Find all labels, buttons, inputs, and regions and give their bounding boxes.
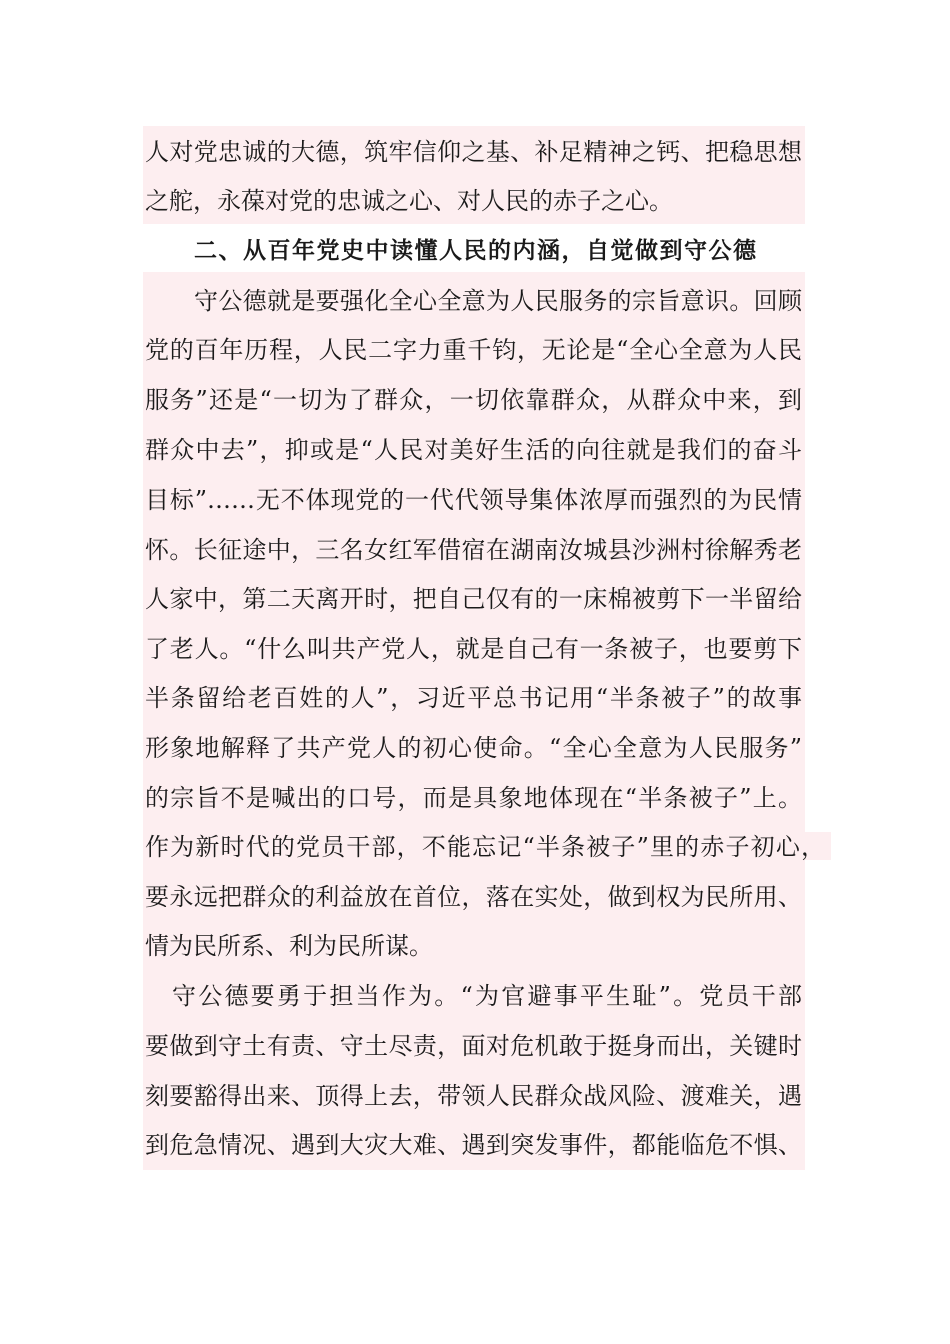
text-line bbox=[0, 630, 950, 668]
line-text: 情为民所系、利为民所谋。 bbox=[145, 932, 433, 960]
line-text: 守公德要勇于担当作为。“为官避事平生耻”。党员干部 bbox=[172, 982, 802, 1010]
text-line bbox=[0, 580, 950, 618]
line-text: 之舵，永葆对党的忠诚之心、对人民的赤子之心。 bbox=[145, 187, 673, 215]
text-line bbox=[0, 779, 950, 817]
text-line bbox=[0, 828, 950, 866]
text-line bbox=[0, 133, 950, 171]
line-text: 形象地解释了共产党人的初心使命。“全心全意为人民服务” bbox=[145, 734, 802, 762]
line-text: 目标”……无不体现党的一代代领导集体浓厚而强烈的为民情 bbox=[145, 486, 802, 514]
heading-text: 二、从百年党史中读懂人民的内涵，自觉做到守公德 bbox=[194, 238, 756, 264]
text-line bbox=[0, 331, 950, 369]
text-line bbox=[0, 729, 950, 767]
line-text: 人对党忠诚的大德，筑牢信仰之基、补足精神之钙、把稳思想 bbox=[145, 138, 802, 166]
line-text: 半条留给老百姓的人”，习近平总书记用“半条被子”的故事 bbox=[145, 684, 802, 712]
line-text: 刻要豁得出来、顶得上去，带领人民群众战风险、渡难关，遇 bbox=[145, 1082, 802, 1110]
line-text: 服务”还是“一切为了群众，一切依靠群众，从群众中来，到 bbox=[145, 386, 802, 414]
text-line bbox=[0, 431, 950, 469]
text-line bbox=[0, 878, 950, 916]
text-line bbox=[0, 182, 950, 220]
text-line bbox=[0, 381, 950, 419]
text-line bbox=[0, 481, 950, 519]
line-text: 党的百年历程，人民二字力重千钧，无论是“全心全意为人民 bbox=[145, 336, 802, 364]
line-text: 作为新时代的党员干部，不能忘记“半条被子”里的赤子初心， bbox=[145, 833, 825, 861]
line-text: 要做到守土有责、守土尽责，面对危机敢于挺身而出，关键时 bbox=[145, 1032, 802, 1060]
line-text: 群众中去”，抑或是“人民对美好生活的向往就是我们的奋斗 bbox=[145, 436, 802, 464]
text-line bbox=[0, 1027, 950, 1065]
line-text: 到危急情况、遇到大灾大难、遇到突发事件，都能临危不惧、 bbox=[145, 1131, 802, 1159]
text-line bbox=[0, 977, 950, 1015]
line-text: 了老人。“什么叫共产党人，就是自己有一条被子，也要剪下 bbox=[145, 635, 802, 663]
text-line bbox=[0, 282, 950, 320]
text-line bbox=[0, 1077, 950, 1115]
text-line bbox=[0, 679, 950, 717]
section-heading bbox=[0, 232, 950, 270]
text-line bbox=[0, 927, 950, 965]
line-text: 怀。长征途中，三名女红军借宿在湖南汝城县沙洲村徐解秀老 bbox=[145, 536, 802, 564]
line-text: 人家中，第二天离开时，把自己仅有的一床棉被剪下一半留给 bbox=[145, 585, 802, 613]
line-text: 守公德就是要强化全心全意为人民服务的宗旨意识。回顾 bbox=[194, 287, 802, 315]
text-line bbox=[0, 1126, 950, 1164]
line-text: 的宗旨不是喊出的口号，而是具象地体现在“半条被子”上。 bbox=[145, 784, 802, 812]
line-text: 要永远把群众的利益放在首位，落在实处，做到权为民所用、 bbox=[145, 883, 802, 911]
text-line bbox=[0, 531, 950, 569]
